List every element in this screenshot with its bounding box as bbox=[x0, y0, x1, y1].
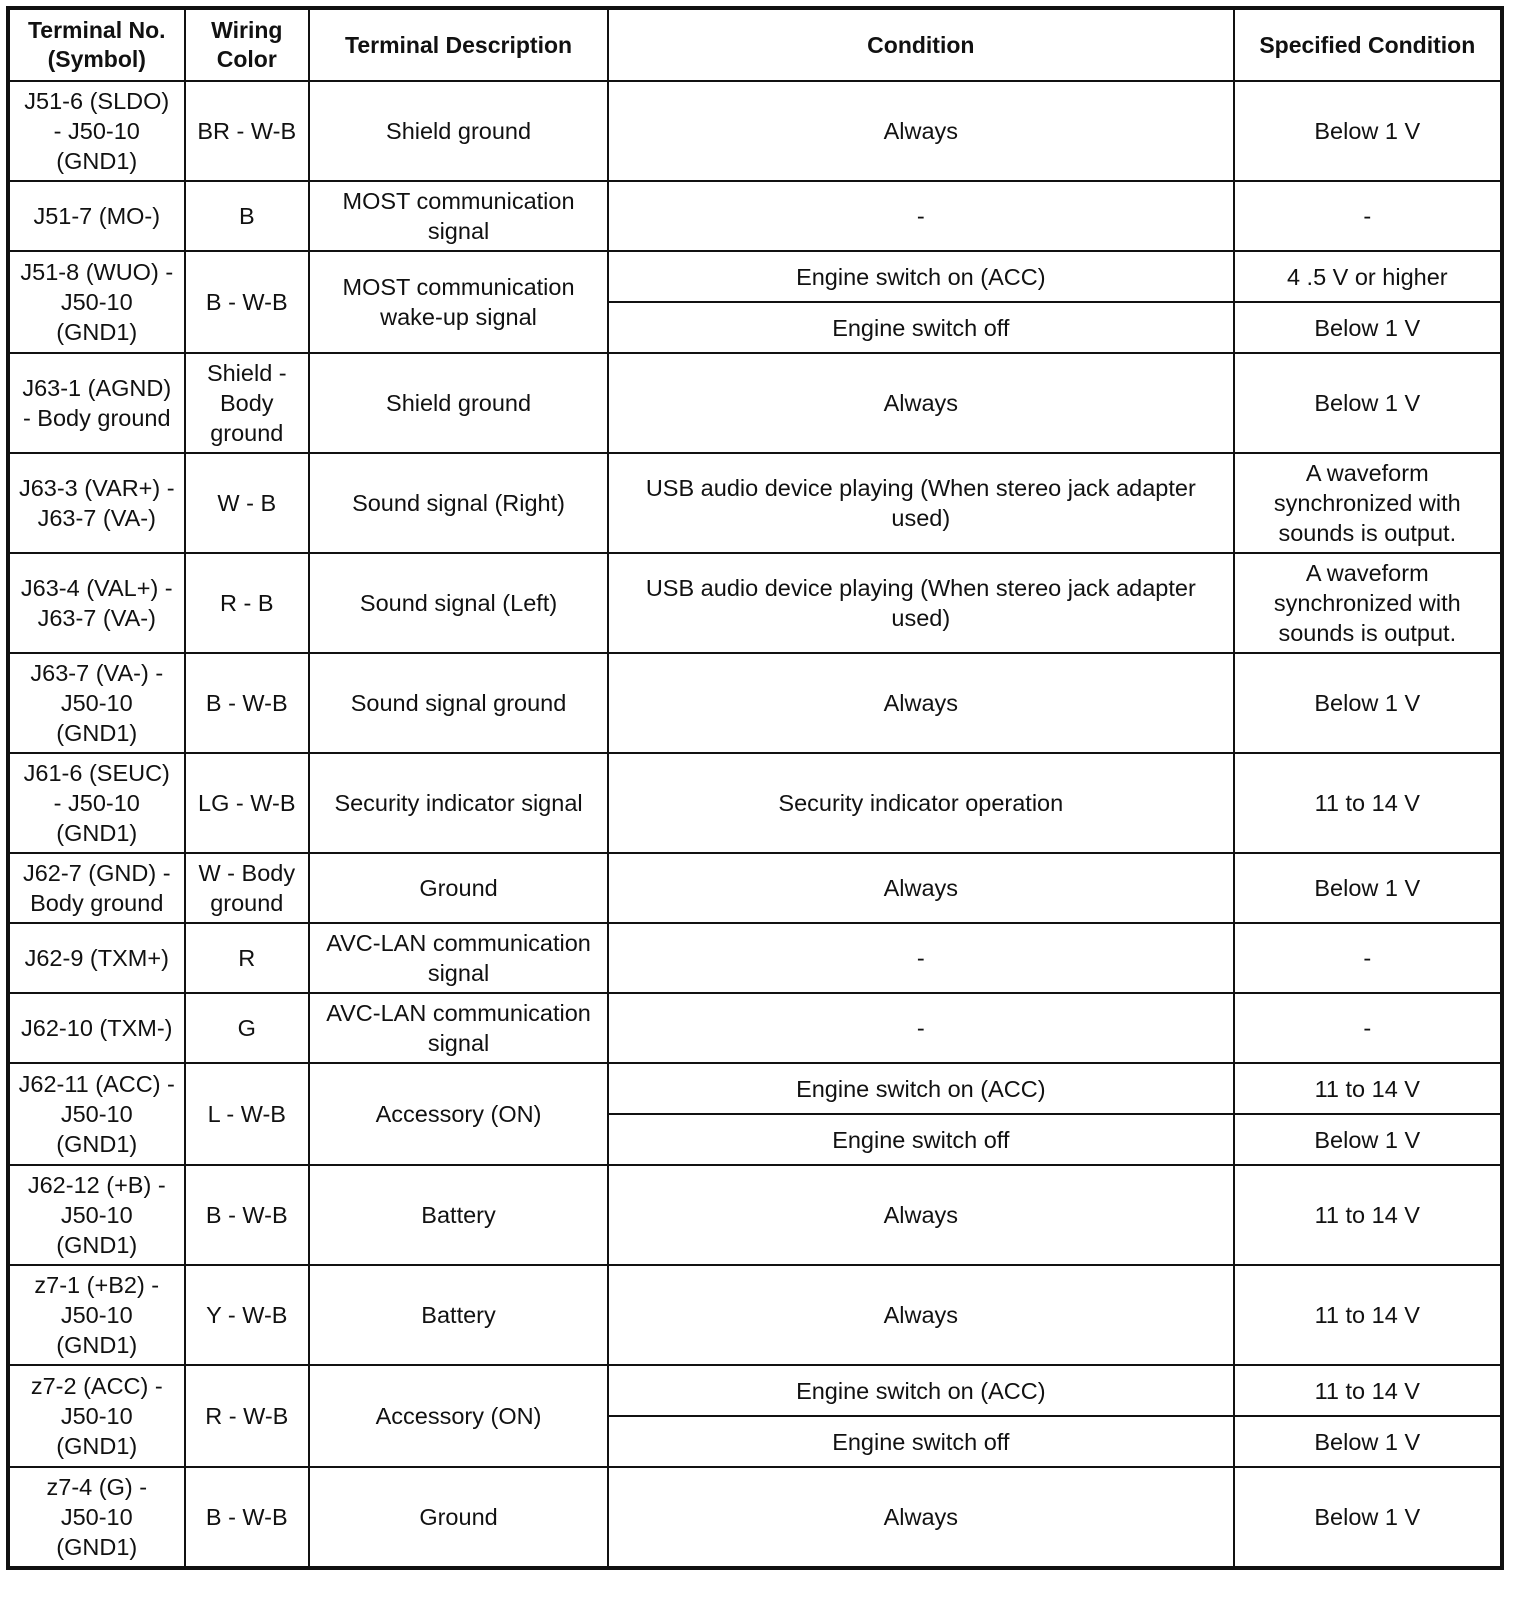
condition-cell: Always bbox=[608, 653, 1234, 753]
wiring-color-cell: Shield - Body ground bbox=[185, 353, 310, 453]
table-row bbox=[8, 753, 1502, 853]
specified-condition-cell: 4 .5 V or higher bbox=[1234, 251, 1502, 302]
condition-cell: Always bbox=[608, 853, 1234, 923]
terminal-no-cell: J51-7 (MO-) bbox=[8, 181, 185, 251]
header-terminal-no: Terminal No. (Symbol) bbox=[8, 8, 185, 81]
terminal-description-cell: Ground bbox=[309, 853, 608, 923]
specified-condition-cell: - bbox=[1234, 993, 1502, 1063]
terminal-no-cell: z7-4 (G) - J50-10 (GND1) bbox=[8, 1467, 185, 1568]
wiring-color-cell: B - W-B bbox=[185, 251, 310, 353]
table-row bbox=[8, 1063, 1502, 1114]
specified-condition-cell: 11 to 14 V bbox=[1234, 1063, 1502, 1114]
wiring-color-cell: W - Body ground bbox=[185, 853, 310, 923]
table-row bbox=[8, 993, 1502, 1063]
specified-condition-cell: - bbox=[1234, 181, 1502, 251]
condition-cell: Engine switch on (ACC) bbox=[608, 251, 1234, 302]
terminal-description-cell: Battery bbox=[309, 1165, 608, 1265]
terminal-description-cell: MOST communication wake-up signal bbox=[309, 251, 608, 353]
table-body bbox=[8, 81, 1502, 1568]
wiring-color-cell: Y - W-B bbox=[185, 1265, 310, 1365]
terminal-no-cell: J63-1 (AGND) - Body ground bbox=[8, 353, 185, 453]
terminal-description-cell: Shield ground bbox=[309, 81, 608, 181]
condition-cell: Always bbox=[608, 1265, 1234, 1365]
condition-cell: Always bbox=[608, 1467, 1234, 1568]
terminal-description-cell: Sound signal (Right) bbox=[309, 453, 608, 553]
condition-cell: Engine switch off bbox=[608, 1114, 1234, 1165]
terminal-no-cell: J62-12 (+B) - J50-10 (GND1) bbox=[8, 1165, 185, 1265]
terminal-no-cell: J63-3 (VAR+) - J63-7 (VA-) bbox=[8, 453, 185, 553]
terminal-no-cell: J62-7 (GND) - Body ground bbox=[8, 853, 185, 923]
specified-condition-cell: A waveform synchronized with sounds is output. bbox=[1234, 553, 1502, 653]
condition-cell: Always bbox=[608, 81, 1234, 181]
terminal-description-cell: AVC-LAN communication signal bbox=[309, 923, 608, 993]
wiring-color-cell: LG - W-B bbox=[185, 753, 310, 853]
header-specified-condition: Specified Condition bbox=[1234, 8, 1502, 81]
terminal-no-cell: J51-8 (WUO) - J50-10 (GND1) bbox=[8, 251, 185, 353]
terminal-no-cell: J62-11 (ACC) - J50-10 (GND1) bbox=[8, 1063, 185, 1165]
wiring-color-cell: B - W-B bbox=[185, 1467, 310, 1568]
specified-condition-cell: 11 to 14 V bbox=[1234, 1265, 1502, 1365]
table-row bbox=[8, 81, 1502, 181]
terminal-no-cell: z7-1 (+B2) - J50-10 (GND1) bbox=[8, 1265, 185, 1365]
terminal-no-cell: J51-6 (SLDO) - J50-10 (GND1) bbox=[8, 81, 185, 181]
specified-condition-cell: - bbox=[1234, 923, 1502, 993]
condition-cell: - bbox=[608, 993, 1234, 1063]
terminal-description-cell: Security indicator signal bbox=[309, 753, 608, 853]
table-row bbox=[8, 853, 1502, 923]
table-row bbox=[8, 553, 1502, 653]
wiring-color-cell: W - B bbox=[185, 453, 310, 553]
specified-condition-cell: Below 1 V bbox=[1234, 81, 1502, 181]
condition-cell: Engine switch on (ACC) bbox=[608, 1365, 1234, 1416]
table-row bbox=[8, 1467, 1502, 1568]
header-condition: Condition bbox=[608, 8, 1234, 81]
condition-cell: Engine switch off bbox=[608, 1416, 1234, 1467]
table-row bbox=[8, 1365, 1502, 1416]
terminal-no-cell: J63-7 (VA-) - J50-10 (GND1) bbox=[8, 653, 185, 753]
table-row bbox=[8, 353, 1502, 453]
condition-cell: Engine switch on (ACC) bbox=[608, 1063, 1234, 1114]
wiring-color-cell: L - W-B bbox=[185, 1063, 310, 1165]
table-row bbox=[8, 923, 1502, 993]
table-row bbox=[8, 251, 1502, 302]
table-row bbox=[8, 453, 1502, 553]
specified-condition-cell: Below 1 V bbox=[1234, 653, 1502, 753]
terminal-no-cell: J62-10 (TXM-) bbox=[8, 993, 185, 1063]
condition-cell: - bbox=[608, 181, 1234, 251]
terminal-description-cell: Shield ground bbox=[309, 353, 608, 453]
wiring-color-cell: B - W-B bbox=[185, 653, 310, 753]
terminal-description-cell: MOST communication signal bbox=[309, 181, 608, 251]
table-row bbox=[8, 1165, 1502, 1265]
table-row bbox=[8, 653, 1502, 753]
wiring-color-cell: R - B bbox=[185, 553, 310, 653]
table-row bbox=[8, 181, 1502, 251]
wiring-color-cell: R bbox=[185, 923, 310, 993]
terminal-no-cell: z7-2 (ACC) - J50-10 (GND1) bbox=[8, 1365, 185, 1467]
specified-condition-cell: 11 to 14 V bbox=[1234, 1365, 1502, 1416]
condition-cell: Engine switch off bbox=[608, 302, 1234, 353]
terminal-description-cell: AVC-LAN communication signal bbox=[309, 993, 608, 1063]
terminal-description-cell: Accessory (ON) bbox=[309, 1063, 608, 1165]
table-row bbox=[8, 1265, 1502, 1365]
wiring-color-cell: B bbox=[185, 181, 310, 251]
wiring-color-cell: G bbox=[185, 993, 310, 1063]
condition-cell: Security indicator operation bbox=[608, 753, 1234, 853]
condition-cell: USB audio device playing (When stereo jack adapter used) bbox=[608, 453, 1234, 553]
header-row bbox=[8, 8, 1502, 81]
specified-condition-cell: A waveform synchronized with sounds is output. bbox=[1234, 453, 1502, 553]
condition-cell: Always bbox=[608, 353, 1234, 453]
specified-condition-cell: Below 1 V bbox=[1234, 353, 1502, 453]
condition-cell: USB audio device playing (When stereo jack adapter used) bbox=[608, 553, 1234, 653]
wiring-color-cell: B - W-B bbox=[185, 1165, 310, 1265]
header-terminal-description: Terminal Description bbox=[309, 8, 608, 81]
condition-cell: Always bbox=[608, 1165, 1234, 1265]
terminal-description-cell: Accessory (ON) bbox=[309, 1365, 608, 1467]
header-wiring-color: Wiring Color bbox=[185, 8, 310, 81]
specified-condition-cell: Below 1 V bbox=[1234, 302, 1502, 353]
specified-condition-cell: Below 1 V bbox=[1234, 1467, 1502, 1568]
specified-condition-cell: 11 to 14 V bbox=[1234, 753, 1502, 853]
terminal-description-cell: Ground bbox=[309, 1467, 608, 1568]
wiring-color-cell: BR - W-B bbox=[185, 81, 310, 181]
terminal-description-cell: Battery bbox=[309, 1265, 608, 1365]
specified-condition-cell: Below 1 V bbox=[1234, 1416, 1502, 1467]
terminal-no-cell: J61-6 (SEUC) - J50-10 (GND1) bbox=[8, 753, 185, 853]
condition-cell: - bbox=[608, 923, 1234, 993]
specified-condition-cell: Below 1 V bbox=[1234, 1114, 1502, 1165]
terminal-no-cell: J62-9 (TXM+) bbox=[8, 923, 185, 993]
terminal-description-cell: Sound signal (Left) bbox=[309, 553, 608, 653]
wiring-color-cell: R - W-B bbox=[185, 1365, 310, 1467]
specified-condition-cell: Below 1 V bbox=[1234, 853, 1502, 923]
specified-condition-cell: 11 to 14 V bbox=[1234, 1165, 1502, 1265]
terminal-no-cell: J63-4 (VAL+) - J63-7 (VA-) bbox=[8, 553, 185, 653]
terminal-description-cell: Sound signal ground bbox=[309, 653, 608, 753]
terminal-inspection-table bbox=[6, 6, 1504, 1570]
